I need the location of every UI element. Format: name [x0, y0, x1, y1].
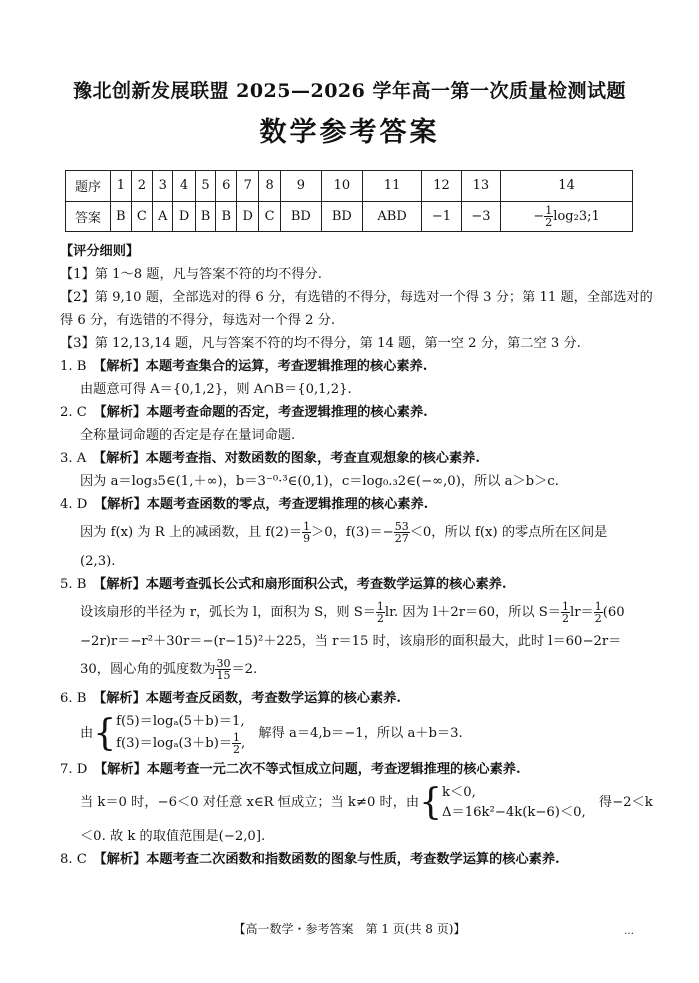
scoring-rule-1: 【1】第 1～8 题，凡与答案不符的均不得分. [60, 267, 322, 282]
equation-system: k＜0, Δ＝16k²−4k(k−6)＜0, [442, 784, 586, 820]
q3-solution: 因为 a＝log₃5∈(1,＋∞)，b＝3⁻⁰·³∈(0,1)，c＝log₀.₃2∈(−∞,0)，所以 a＞b＞c. [80, 474, 559, 489]
table-cell: 5 [195, 171, 216, 202]
table-cell: 11 [362, 171, 421, 202]
table-cell: B [216, 201, 237, 232]
q2-heading: 2. C 【解析】本题考查命题的否定，考查逻辑推理的核心素养. [60, 405, 428, 420]
fraction: $\frac{1}{2}$ [562, 600, 569, 625]
table-cell: 13 [461, 171, 500, 202]
page-footer: 【高一数学・参考答案 第 1 页(共 8 页)】 [233, 922, 466, 936]
scoring-heading: 【评分细则】 [60, 244, 140, 259]
table-cell: BD [280, 201, 321, 232]
fraction: $\frac{1}{2}$ [376, 600, 384, 625]
q7-solution-cont: ＜0. 故 k 的取值范围是(−2,0]. [80, 829, 266, 844]
equation-system: f(5)＝logₐ(5＋b)＝1, f(3)＝logₐ(3＋b)＝ $\frac{1}{2}$ , [116, 714, 246, 756]
table-cell: A [153, 201, 173, 232]
table-cell: 14 [501, 171, 633, 202]
table-cell: 6 [216, 171, 237, 202]
fraction: $\frac{1}{2}$ [594, 600, 602, 625]
table-cell: 10 [321, 171, 362, 202]
scoring-rule-3: 【3】第 12,13,14 题，凡与答案不符的均不得分，第 14 题，第一空 2 分，第二空 3 分. [60, 336, 581, 351]
table-cell: C [259, 201, 280, 232]
q4-solution-cont: (2,3). [80, 554, 116, 569]
scoring-rule-2: 【2】第 9,10 题，全部选对的得 6 分，有选错的不得分，每选对一个得 3 分；第 11 题，全部选对的 [60, 290, 653, 305]
table-cell: −1 [422, 201, 461, 232]
q1-solution: 由题意可得 A＝{0,1,2}，则 A∩B＝{0,1,2}. [80, 382, 352, 397]
table-cell: 2 [131, 171, 152, 202]
q3-heading: 3. A 【解析】本题考查指、对数函数的图象，考查直观想象的核心素养. [60, 451, 480, 466]
table-cell-14: − $\frac{1}{2}$ log₂3;1 [501, 201, 633, 232]
table-cell: 3 [153, 171, 173, 202]
q5-solution-end: 30，圆心角的弧度数为 $\frac{30}{15}$ ＝2. [80, 657, 258, 682]
fraction: $\frac{1}{9}$ [303, 520, 311, 545]
exam-title: 豫北创新发展联盟 2025—2026 学年高一第一次质量检测试题 [73, 80, 626, 102]
q5-heading: 5. B 【解析】本题考查弧长公式和扇形面积公式，考查数学运算的核心素养. [60, 577, 507, 592]
q2-solution: 全称量词命题的否定是存在量词命题. [80, 428, 296, 443]
table-cell: 7 [237, 171, 259, 202]
table-cell: D [237, 201, 259, 232]
table-cell: 12 [422, 171, 461, 202]
table-cell: C [131, 201, 152, 232]
row-label-answer: 答案 [66, 201, 111, 232]
table-cell: −3 [461, 201, 500, 232]
q5-solution: 设该扇形的半径为 r，弧长为 l，面积为 S，则 S＝ $\frac{1}{2}$ lr. 因为 l＋2r＝60，所以 S＝ $\frac{1}{2}$ lr＝ $\frac{1}{2}$ (60 [80, 600, 625, 625]
table-cell: ABD [362, 201, 421, 232]
q6-solution: 由{ f(5)＝logₐ(5＋b)＝1, f(3)＝logₐ(3＋b)＝ $\frac{1}{2}$ , 解得 a＝4,b＝−1，所以 a＋b＝3. [80, 712, 463, 756]
table-cell: B [195, 201, 216, 232]
q8-heading: 8. C 【解析】本题考查二次函数和指数函数的图象与性质，考查数学运算的核心素养. [60, 852, 560, 867]
table-cell: BD [321, 201, 362, 232]
q7-solution: 当 k＝0 时，−6＜0 对任意 x∈R 恒成立；当 k≠0 时，由{ k＜0, Δ＝16k²−4k(k−6)＜0, 得−2＜k [80, 781, 653, 823]
fraction: $\frac{1}{2}$ [233, 731, 241, 756]
table-cell: 8 [259, 171, 280, 202]
left-brace: { [419, 781, 443, 823]
corner-mark: … [624, 926, 634, 937]
fraction: $\frac{1}{2}$ [545, 203, 553, 229]
answer-row [66, 201, 633, 232]
q7-heading: 7. D 【解析】本题考查一元二次不等式恒成立问题，考查逻辑推理的核心素养. [60, 762, 521, 777]
q4-heading: 4. D 【解析】本题考查函数的零点，考查逻辑推理的核心素养. [60, 497, 429, 512]
row-label-number: 题序 [66, 171, 111, 202]
table-cell: B [111, 201, 132, 232]
table-cell: 1 [111, 171, 132, 202]
table-cell: 9 [280, 171, 321, 202]
q4-solution: 因为 f(x) 为 R 上的减函数，且 f(2)＝ $\frac{1}{9}$ ＞0，f(3)＝− $\frac{53}{27}$ ＜0，所以 f(x) 的零点所在区间是 [80, 520, 608, 545]
answer-table [65, 170, 633, 232]
table-cell: D [173, 201, 195, 232]
q6-heading: 6. B 【解析】本题考查反函数，考查数学运算的核心素养. [60, 691, 401, 706]
q5-solution-cont: −2r)r＝−r²＋30r＝−(r−15)²＋225，当 r＝15 时，该扇形的面积最大，此时 l＝60−2r＝ [80, 634, 622, 649]
scoring-rule-2-cont: 得 6 分，有选错的不得分，每选对一个得 2 分. [60, 313, 336, 328]
left-brace: { [93, 712, 117, 754]
table-cell: 4 [173, 171, 195, 202]
fraction: $\frac{30}{15}$ [216, 657, 231, 682]
q1-heading: 1. B 【解析】本题考查集合的运算，考查逻辑推理的核心素养. [60, 359, 428, 374]
fraction: $\frac{53}{27}$ [394, 520, 409, 545]
number-row [66, 171, 633, 202]
answer-title: 数学参考答案 [259, 117, 440, 148]
document-body [60, 240, 653, 871]
